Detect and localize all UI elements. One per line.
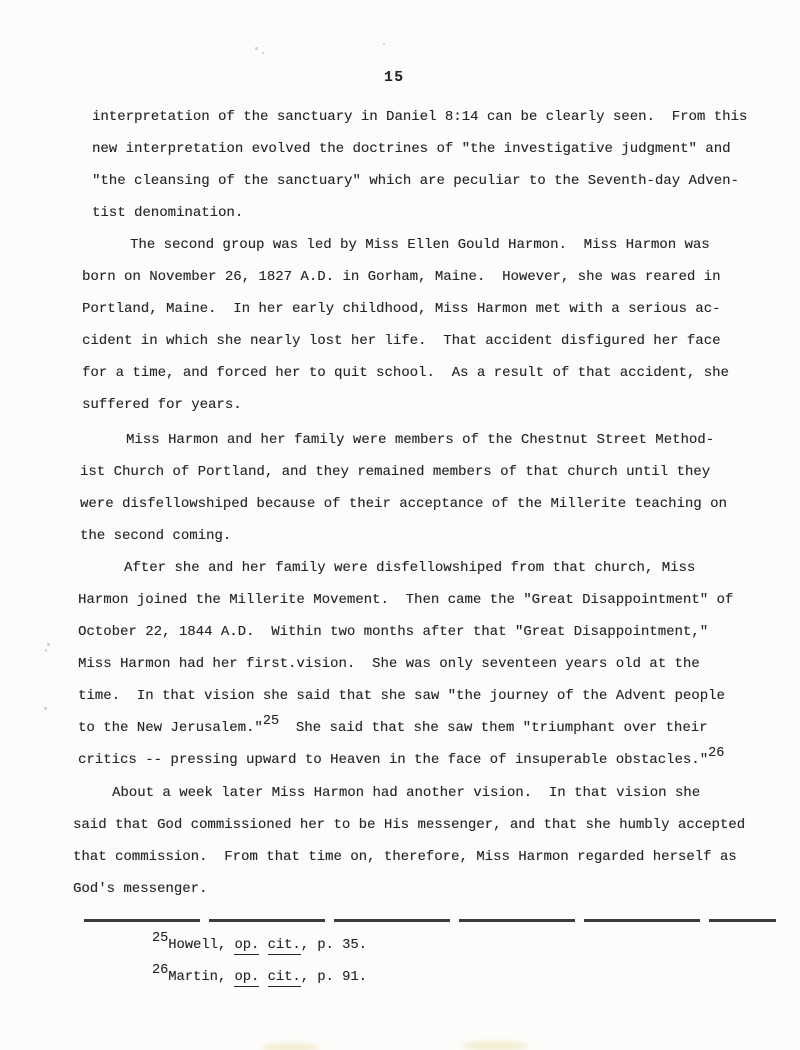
text-line: suffered for years. xyxy=(82,397,242,413)
text-line: The second group was led by Miss Ellen Gould Harmon. Miss Harmon was xyxy=(130,237,710,253)
text-line: said that God commissioned her to be His messenger, and that she humbly accepted xyxy=(73,817,746,833)
paper-speck xyxy=(529,468,531,470)
text-line: new interpretation evolved the doctrines of "the investigative judgment" and xyxy=(92,141,731,157)
paper-speck xyxy=(44,707,47,710)
text-line: Portland, Maine. In her early childhood, Miss Harmon met with a serious ac- xyxy=(82,301,721,317)
footnote-number: 25 xyxy=(152,931,169,946)
paper-smudge xyxy=(262,1043,320,1050)
paragraph xyxy=(73,777,745,905)
text-line: "the cleansing of the sanctuary" which are peculiar to the Seventh-day Adven- xyxy=(92,173,739,189)
footnote-text: Howell, xyxy=(168,938,235,953)
paragraph xyxy=(78,552,733,776)
paper-speck xyxy=(47,643,50,646)
text-line: Miss Harmon had her first.vision. She was only seventeen years old at the xyxy=(78,656,700,672)
text-line xyxy=(78,712,733,744)
text-line: the second coming. xyxy=(80,528,232,544)
footnote-text: , p. 35. xyxy=(300,938,367,953)
text-line: that commission. From that time on, therefore, Miss Harmon regarded herself as xyxy=(73,849,737,865)
text-line: time. In that vision she said that she saw "the journey of the Advent people xyxy=(78,688,725,704)
text-line: God's messenger. xyxy=(73,881,208,897)
paper-speck xyxy=(383,43,385,45)
text-line: Miss Harmon and her family were members of the Chestnut Street Method- xyxy=(126,432,715,448)
line-text: She said that she saw them "triumphant over their xyxy=(279,720,708,736)
paper-speck xyxy=(255,47,258,50)
footnote-ref-26: 26 xyxy=(708,746,725,761)
text-line xyxy=(78,744,733,776)
footnote-separator xyxy=(84,919,776,922)
cit-abbrev: cit. xyxy=(267,938,301,953)
text-line: born on November 26, 1827 A.D. in Gorham, Maine. However, she was reared in xyxy=(82,269,721,285)
text-line: tist denomination. xyxy=(92,205,244,221)
footnote-number: 26 xyxy=(152,963,169,978)
footnote xyxy=(152,962,367,994)
footnote-text xyxy=(259,970,267,985)
paper-speck xyxy=(45,649,47,652)
footnote-text: Martin, xyxy=(168,970,235,985)
paragraph xyxy=(80,424,727,552)
footnote-ref-25: 25 xyxy=(262,714,280,729)
paper-smudge xyxy=(462,1041,528,1050)
footnote-text: , p. 91. xyxy=(300,970,367,985)
text-line: for a time, and forced her to quit school. As a result of that accident, she xyxy=(82,365,729,381)
text-line: About a week later Miss Harmon had another vision. In that vision she xyxy=(112,785,701,801)
footnote xyxy=(152,930,367,962)
paper-speck xyxy=(262,52,264,54)
footnote-section xyxy=(152,930,367,994)
op-abbrev: op. xyxy=(234,970,260,985)
page-number: 15 xyxy=(384,70,405,86)
line-text: to the New Jerusalem." xyxy=(78,720,263,736)
line-text: critics -- pressing upward to Heaven in the face of insuperable obstacles." xyxy=(78,752,709,768)
text-line: interpretation of the sanctuary in Daniel 8:14 can be clearly seen. From this xyxy=(92,109,748,125)
text-line: After she and her family were disfellowshiped from that church, Miss xyxy=(124,560,696,576)
text-line: Harmon joined the Millerite Movement. Then came the "Great Disappointment" of xyxy=(78,592,734,608)
cit-abbrev: cit. xyxy=(267,970,301,985)
text-line: were disfellowshiped because of their acceptance of the Millerite teaching on xyxy=(80,496,727,512)
footnote-text xyxy=(259,938,267,953)
paragraph xyxy=(82,229,729,421)
text-line: October 22, 1844 A.D. Within two months after that "Great Disappointment," xyxy=(78,624,709,640)
op-abbrev: op. xyxy=(234,938,260,953)
paragraph xyxy=(92,101,747,229)
text-line: ist Church of Portland, and they remained members of that church until they xyxy=(80,464,711,480)
text-line: cident in which she nearly lost her life. That accident disfigured her face xyxy=(82,333,721,349)
